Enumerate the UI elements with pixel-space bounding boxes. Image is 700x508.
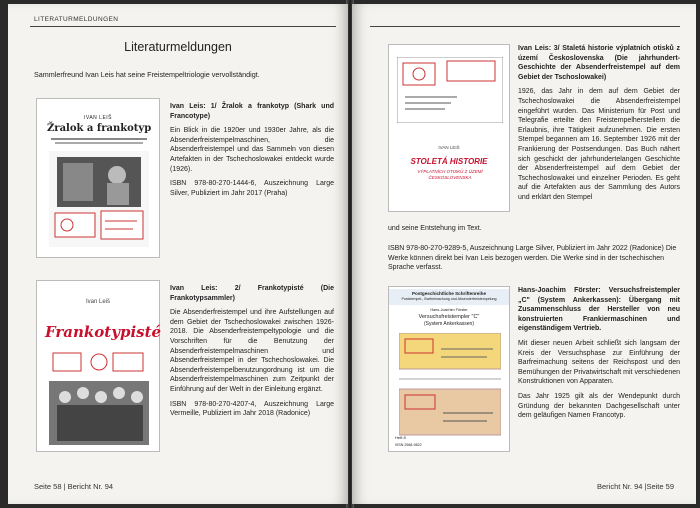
book4-body1: Mit dieser neuen Arbeit schließt sich langsam der Kreis der Versuchsphase zur Einführung der Barfreimachung seitens der Reichspost und den Bemühungen der Privatwirtschaft mit verschiedenen Konstruktionen von Apparaten. [518,339,680,386]
book1-cover-subline [51,138,147,140]
book4-text [518,286,680,426]
book4-cover-author: Hans-Joachim Förster [430,308,468,312]
book3-cover-title: STOLETÁ HISTORIE [410,157,488,166]
book1-heading: Ivan Leis: 1/ Žralok a frankotyp (Shark und Francotype) [170,103,334,120]
header-rule [30,26,336,27]
book4-cover-covers [399,333,501,437]
right-footer: Bericht Nr. 94 |Seite 59 [597,482,674,491]
book4-heading: Hans-Joachim Förster: Versuchsfreistempler „C" (System Ankerkassen): Übergang mit Zusammenschluss der Hersteller von neu konstruierten Frankiermaschinen und eigenständigem Vertrieb. [518,287,680,333]
book4-cover-title: Versuchsfreistempler "C" [418,314,480,320]
book1-cover-title: Žralok a frankotyp [47,123,152,134]
book3-body-cont: und seine Entstehung im Text. [388,225,482,232]
left-footer: Seite 58 | Bericht Nr. 94 [34,482,114,491]
book1-body: Ein Blick in die 1920er und 1930er Jahre, als die Absenderfreistempelmaschinen, die Absenderfreistempel und das Sammeln von diesen Artefakten in der Tschechoslowakei entdeckt wurde (1926). [170,127,334,173]
running-head: LITERATURMELDUNGEN [34,16,119,23]
book3-cover-author: IVAN LEIŠ [438,145,460,150]
book2-text [170,284,334,424]
book2-body: Die Absenderfreistempel und ihre Aufstellungen auf dem Gebiet der Tschechoslowakei zwischen 1926-2018. Die Absenderfreistempeltypologie und die Vorschriften für die Benutzung der Absenderfreistempelmaschinen und Absenderfreistempel in der Tschechoslowakei. Die Absenderfreistempelbenutzungordnung ist um die Absenderfreistempelmaschinen zum Zeitpunkt der Einführung auf der Welt in der Einleitung ergänzt. [170,309,334,393]
book1-text [170,102,334,203]
book1-cover [36,98,160,258]
book4-body2: Das Jahr 1925 gilt als der Wendepunkt durch Gründung der bekannten Dachgesellschaft unter dem geläufigen Namen Francotyp. [518,392,680,420]
book3-heading: Ivan Leis: 3/ Staletá historie výplatních otisků z území Československa (Die jahrhundert-Geschichte der Absenderfreistempel auf dem Gebiet der Tschoslowakei) [518,45,680,81]
book2-cover-title: Frankotypisté [45,323,162,341]
book3-cover-subtitle: VÝPLATNÍCH OTISKŮ Z ÚZEMÍ ČESKOSLOVENSKA [417,169,483,180]
book3-text [518,44,680,208]
book1-cover-author: IVAN LEIŠ [83,115,113,121]
page-title: Literaturmeldungen [124,40,232,54]
book2-isbn: ISBN 978-80-270-4207-4, Auszeichnung Large Vermeille, Publiziert im Jahr 2018 (Radonice) [170,400,334,418]
book4-cover-title-sub: (System Ankerkassen) [423,321,475,327]
book2-cover-photo [49,351,149,445]
book4-cover-series-sub: Poststempel-, Barfreimachung und Absenderfreistempelung [401,297,497,301]
book1-isbn: ISBN 978-80-270-1444-6, Auszeichnung Large Silver, Publiziert im Jahr 2017 (Praha) [170,180,334,197]
book1-cover-photo [49,151,149,247]
left-page [8,4,348,504]
right-page [352,4,696,504]
book3-cover-envelope [397,57,503,123]
header-rule [370,26,680,27]
book3-cover [388,44,510,212]
book4-cover [388,286,510,452]
book4-cover-issn: ISSN 2568-9822 [395,443,422,447]
book3-body: 1926, das Jahr in dem auf dem Gebiet der Tschechoslowakei die Absenderfreistempel eingeführt wurden. Das Ministerium für Post und Telegrafie erteilte den Freistempelherstellern die Erlaubnis, ihre Tätigkeit aufzunehmen. Die ersten Stempel begannen am 16. September 1926 mit der Frankierung der Postsendungen. Das Buch nähert sich geschickt der jahrhundertelangen Geschichte der Absenderfreistempel auf dem Gebiet der Tschechoslowakei und einzelner Perioden. Es geht auf die Artefakten aus der Sammlung des Autors und erklärt den Stempel [518,88,680,201]
book4-cover-series: Postgeschichtliche Schriftenreihe [411,291,487,296]
book2-cover-author: Ivan Leiš [85,299,110,305]
book4-cover-vol: Heft 8 [395,435,406,440]
intro-text: Sammlerfreund Ivan Leis hat seine Freistempeltriologie vervollständigt. [34,70,260,79]
book2-heading: Ivan Leis: 2/ Frankotypisté (Die Frankotypsammler) [170,285,334,302]
book3-isbn: ISBN 978-80-270-9289-5, Auszeichnung Large Silver, Publiziert im Jahr 2022 (Radonice) Die Werke können direkt bei Ivan Leis bezogen werden. Die Werke sind in der tschechischen Sprache verfasst. [388,245,677,272]
book1-cover-subline [55,142,143,144]
book2-cover [36,280,160,452]
